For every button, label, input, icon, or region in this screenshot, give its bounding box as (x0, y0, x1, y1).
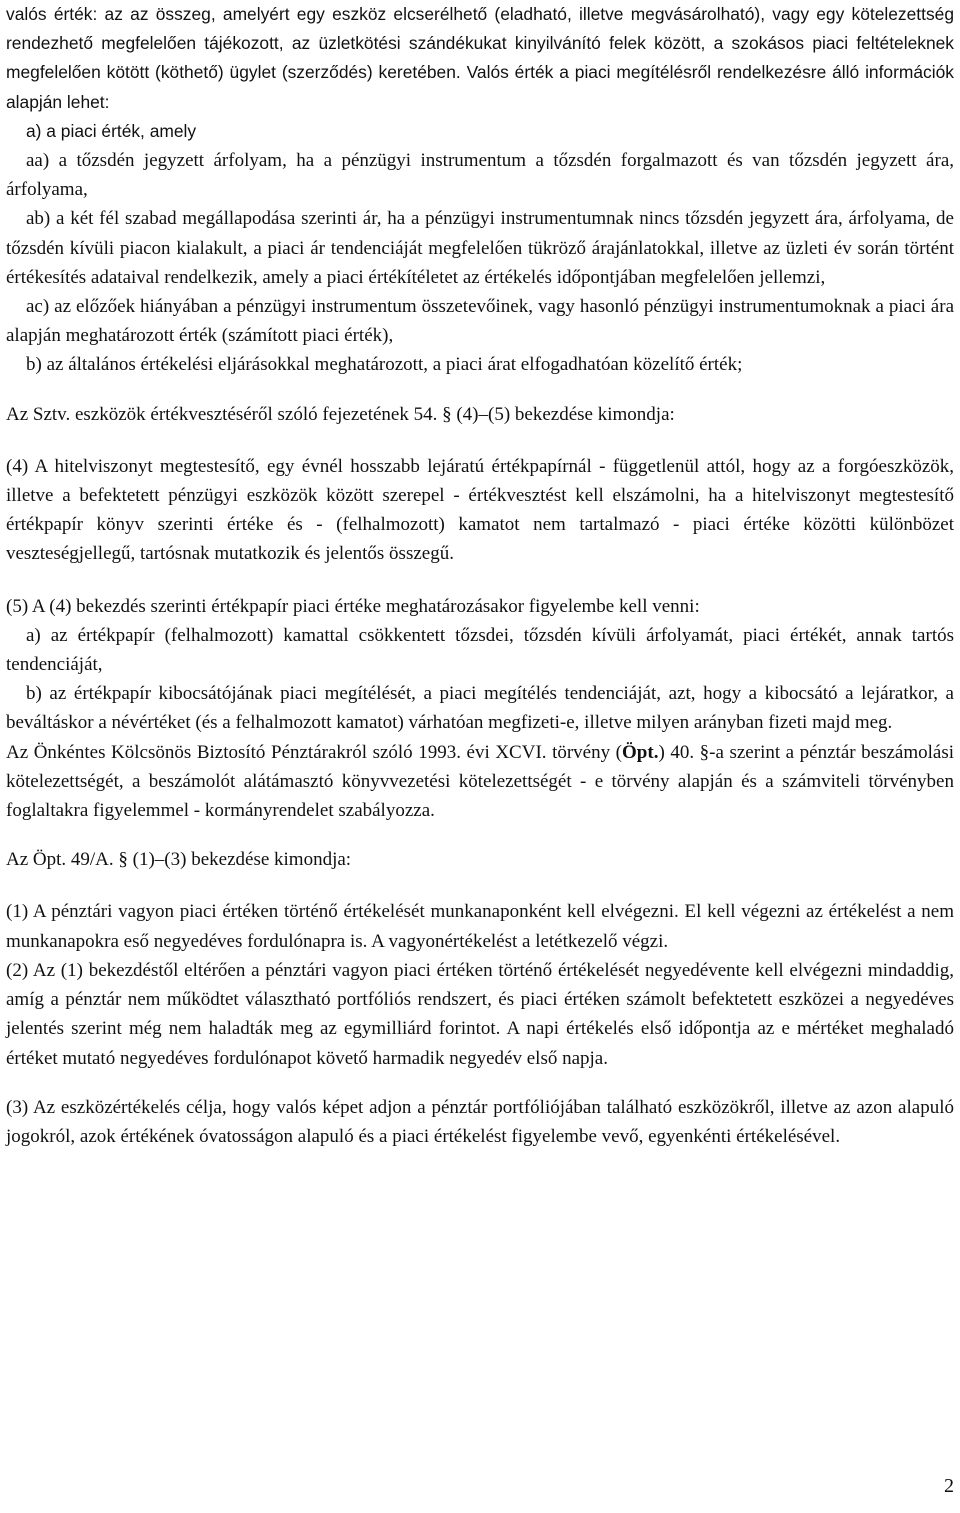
opt-paragraph-3: (3) Az eszközértékelés célja, hogy valós képet adjon a pénztár portfóliójában található eszközökről, illetve az azon alapuló jogokról, azok értékének óvatosságon alapuló és a piaci értékelést figyelembe vevő, egyenkénti értékelésével. (6, 1096, 954, 1147)
list-item-aa: aa) a tőzsdén jegyzett árfolyam, ha a pénzügyi instrumentum a tőzsdén forgalmazott és van tőzsdén jegyzett ára, árfolyama, (6, 150, 954, 201)
opt-paragraph-2: (2) Az (1) bekezdéstől eltérően a pénztári vagyon piaci értéken történő értékelését negyedévente kell elvégezni mindaddig, amíg a pénztár nem működtet választható portfóliós rendszert, és piaci értéken számolt befektetett eszközei a negyedéves jelentés szerint még nem haladták meg az egymilliárd forintot. A napi értékelés első időpontja az e mértéket meghaladó értéket mutató negyedéves fordulónapot követő harmadik negyedév első napja. (6, 959, 954, 1069)
list-item-ab: ab) a két fél szabad megállapodása szerinti ár, ha a pénzügyi instrumentumnak nincs tőzsdén jegyzett ára, árfolyama, de tőzsdén kívüli piacon kialakult, a piaci ár tendenciáját megfelelően tükröző árajánlatokkal, illetve az üzleti év során történt értékesítés adataival rendelkezik, amely a piaci értékítéletet az értékelés időpontjában megfelelően jellemzi, (6, 208, 954, 288)
sztv-paragraph-5: (5) A (4) bekezdés szerinti értékpapír piaci értéke meghatározásakor figyelembe kell venni: (6, 595, 700, 617)
opt-reference-paragraph (6, 738, 954, 826)
document-body (6, 0, 954, 1151)
opt-abbreviation: Öpt. (622, 741, 659, 763)
sztv-intro: Az Sztv. eszközök értékvesztéséről szóló fejezetének 54. § (4)–(5) bekezdése kimondja: (6, 403, 675, 425)
list-item-b: b) az általános értékelési eljárásokkal meghatározott, a piaci árat elfogadhatóan közelítő érték; (26, 354, 743, 376)
opt-paragraph-1: (1) A pénztári vagyon piaci értéken történő értékelését munkanaponként kell elvégezni. El kell végezni az értékelést a nem munkanapokra eső negyedéves fordulónapra is. A vagyonértékelést a letétkezelő végzi. (6, 901, 954, 952)
opt-reference-pre: Az Önkéntes Kölcsönös Biztosító Pénztárakról szóló 1993. évi XCVI. törvény ( (6, 741, 623, 763)
sztv-paragraph-4: (4) A hitelviszonyt megtestesítő, egy évnél hosszabb lejáratú értékpapírnál - függetlenül attól, hogy az a forgóeszközök, illetve a befektetett pénzügyi eszközök között szerepel - értékvesztést kell elszámolni, ha a hitelviszonyt megtestesítő értékpapír könyv szerinti értéke és - (felhalmozott) kamatot nem tartalmazó - piaci értéke közötti különbözet veszteségjellegű, tartósnak mutatkozik és jelentős összegű. (6, 455, 954, 565)
sztv-paragraph-5-b: b) az értékpapír kibocsátójának piaci megítélését, a piaci megítélés tendenciáját, azt, hogy a kibocsátó a lejáratkor, a beváltáskor a névértéket (és a felhalmozott kamatot) várhatóan megfizeti-e, illetve milyen arányban fizeti majd meg. (6, 683, 954, 734)
definition-paragraph: valós érték: az az összeg, amelyért egy eszköz elcserélhető (eladható, illetve megvásárolható), vagy egy kötelezettség rendezhető megfelelően tájékozott, az üzletkötési szándékukat kinyilvánító felek között, a szokásos piaci feltételeknek megfelelően kötött (köthető) ügylet (szerződés) keretében. Valós érték a piaci megítélésről rendelkezésre álló információk alapján lehet: (6, 4, 954, 112)
page-number: 2 (944, 1475, 954, 1497)
opt-intro: Az Öpt. 49/A. § (1)–(3) bekezdése kimondja: (6, 849, 352, 871)
list-item-a: a) a piaci érték, amely (26, 120, 197, 141)
list-item-ac: ac) az előzőek hiányában a pénzügyi instrumentum összetevőinek, vagy hasonló pénzügyi instrumentumoknak a piaci ára alapján meghatározott érték (számított piaci érték), (6, 296, 954, 347)
opt-reference-post: ) 40. §-a szerint a pénztár beszámolási kötelezettségét, a beszámolót alátámasztó könyvvezetési kötelezettségét - e törvény alapján és a számviteli törvényben foglaltakra figyelemmel - kormányrendelet szabályozza. (6, 741, 954, 822)
sztv-paragraph-5-a: a) az értékpapír (felhalmozott) kamattal csökkentett tőzsdei, tőzsdén kívüli árfolyamát, piaci értékét, annak tartós tendenciáját, (6, 624, 954, 676)
